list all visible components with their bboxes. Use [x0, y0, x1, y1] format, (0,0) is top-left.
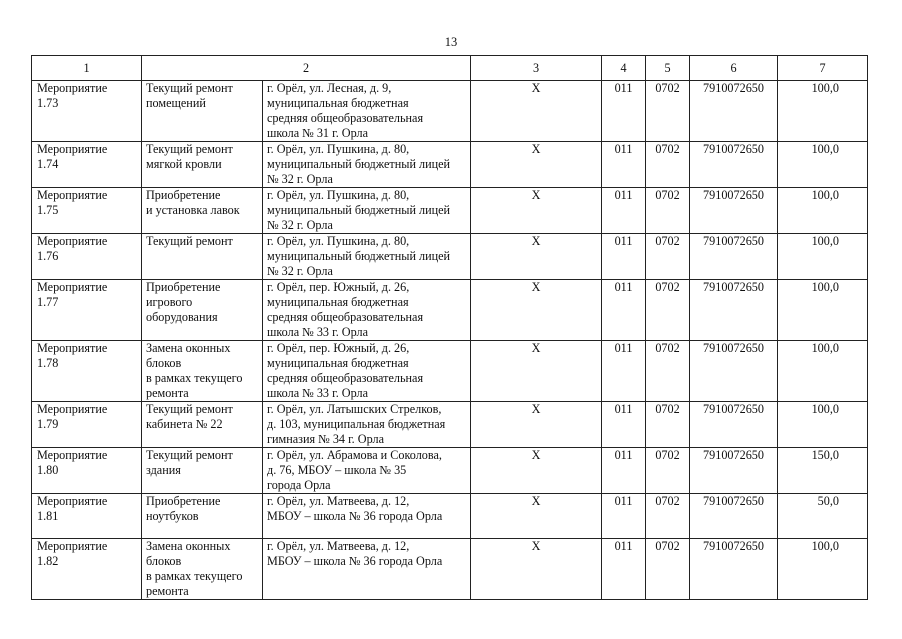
column-3-cell: X — [471, 539, 602, 600]
event-name-cell-line: 1.80 — [37, 463, 59, 477]
header-cell-1: 1 — [32, 56, 142, 81]
event-name-cell — [32, 402, 142, 448]
address-cell-line: муниципальный бюджетный лицей — [267, 203, 451, 217]
event-name-cell-line: Мероприятие — [37, 402, 108, 416]
column-6-cell: 7910072650 — [690, 494, 778, 539]
event-name-cell-line: Мероприятие — [37, 341, 108, 355]
table-row — [32, 280, 868, 341]
column-4-cell: 011 — [602, 234, 646, 280]
table-row — [32, 402, 868, 448]
column-5-cell: 0702 — [646, 81, 690, 142]
address-cell — [263, 539, 471, 600]
header-cell-7: 7 — [778, 56, 868, 81]
amount-cell: 100,0 — [778, 188, 868, 234]
event-name-cell-line: Мероприятие — [37, 81, 108, 95]
column-4-cell: 011 — [602, 280, 646, 341]
address-cell-line: г. Орёл, ул. Пушкина, д. 80, — [267, 234, 410, 248]
budget-table — [31, 55, 868, 600]
address-cell-line: г. Орёл, ул. Абрамова и Соколова, — [267, 448, 442, 462]
column-4-cell: 011 — [602, 188, 646, 234]
address-cell-line: МБОУ – школа № 36 города Орла — [267, 554, 443, 568]
work-description-cell-line: Приобретение — [146, 188, 221, 202]
column-4-cell: 011 — [602, 142, 646, 188]
column-6-cell: 7910072650 — [690, 142, 778, 188]
table-row — [32, 142, 868, 188]
address-cell — [263, 234, 471, 280]
address-cell-line: г. Орёл, ул. Матвеева, д. 12, — [267, 539, 410, 553]
column-3-cell: X — [471, 188, 602, 234]
address-cell-line: д. 76, МБОУ – школа № 35 — [267, 463, 407, 477]
work-description-cell — [142, 402, 263, 448]
amount-cell: 100,0 — [778, 341, 868, 402]
event-name-cell-line: Мероприятие — [37, 188, 108, 202]
work-description-cell-line: Текущий ремонт — [146, 448, 233, 462]
amount-cell: 150,0 — [778, 448, 868, 494]
event-name-cell — [32, 81, 142, 142]
amount-cell: 100,0 — [778, 280, 868, 341]
column-4-cell: 011 — [602, 81, 646, 142]
header-cell-5: 5 — [646, 56, 690, 81]
address-cell-line: муниципальная бюджетная — [267, 96, 409, 110]
amount-cell: 50,0 — [778, 494, 868, 539]
address-cell-line: № 32 г. Орла — [267, 218, 333, 232]
address-cell-line: г. Орёл, пер. Южный, д. 26, — [267, 280, 410, 294]
column-3-cell: X — [471, 494, 602, 539]
column-6-cell: 7910072650 — [690, 341, 778, 402]
work-description-cell — [142, 81, 263, 142]
work-description-cell — [142, 280, 263, 341]
column-5-cell: 0702 — [646, 539, 690, 600]
column-5-cell: 0702 — [646, 188, 690, 234]
event-name-cell-line: Мероприятие — [37, 280, 108, 294]
work-description-cell-line: Приобретение — [146, 494, 221, 508]
work-description-cell-line: в рамках текущего — [146, 371, 243, 385]
event-name-cell — [32, 448, 142, 494]
event-name-cell-line: Мероприятие — [37, 142, 108, 156]
address-cell-line: школа № 33 г. Орла — [267, 386, 369, 400]
work-description-cell-line: Замена оконных — [146, 341, 231, 355]
header-cell-3: 3 — [471, 56, 602, 81]
address-cell-line: г. Орёл, ул. Пушкина, д. 80, — [267, 188, 410, 202]
table-row — [32, 188, 868, 234]
address-cell-line: муниципальная бюджетная — [267, 295, 409, 309]
work-description-cell-line: ремонта — [146, 584, 189, 598]
column-5-cell: 0702 — [646, 448, 690, 494]
address-cell — [263, 280, 471, 341]
event-name-cell-line: 1.73 — [37, 96, 59, 110]
column-6-cell: 7910072650 — [690, 448, 778, 494]
work-description-cell-line: ноутбуков — [146, 509, 199, 523]
amount-cell: 100,0 — [778, 539, 868, 600]
table-row — [32, 539, 868, 600]
address-cell-line: гимназия № 34 г. Орла — [267, 432, 385, 446]
work-description-cell-line: помещений — [146, 96, 206, 110]
header-cell-6: 6 — [690, 56, 778, 81]
address-cell — [263, 142, 471, 188]
event-name-cell — [32, 142, 142, 188]
address-cell-line: № 32 г. Орла — [267, 172, 333, 186]
column-3-cell: X — [471, 280, 602, 341]
table-row — [32, 341, 868, 402]
table-row — [32, 494, 868, 539]
column-4-cell: 011 — [602, 341, 646, 402]
column-6-cell: 7910072650 — [690, 402, 778, 448]
work-description-cell-line: в рамках текущего — [146, 569, 243, 583]
address-cell-line: муниципальная бюджетная — [267, 356, 409, 370]
address-cell-line: г. Орёл, пер. Южный, д. 26, — [267, 341, 410, 355]
column-3-cell: X — [471, 448, 602, 494]
column-4-cell: 011 — [602, 539, 646, 600]
address-cell-line: школа № 33 г. Орла — [267, 325, 369, 339]
work-description-cell — [142, 341, 263, 402]
event-name-cell — [32, 341, 142, 402]
work-description-cell-line: Текущий ремонт — [146, 402, 233, 416]
table-body — [32, 56, 868, 600]
table-row — [32, 81, 868, 142]
address-cell — [263, 341, 471, 402]
work-description-cell — [142, 188, 263, 234]
work-description-cell — [142, 142, 263, 188]
address-cell — [263, 81, 471, 142]
address-cell-line: г. Орёл, ул. Пушкина, д. 80, — [267, 142, 410, 156]
address-cell-line: средняя общеобразовательная — [267, 310, 424, 324]
address-cell-line: средняя общеобразовательная — [267, 371, 424, 385]
address-cell-line: № 32 г. Орла — [267, 264, 333, 278]
column-5-cell: 0702 — [646, 234, 690, 280]
work-description-cell-line: Текущий ремонт — [146, 234, 233, 248]
address-cell-line: школа № 31 г. Орла — [267, 126, 369, 140]
event-name-cell-line: Мероприятие — [37, 234, 108, 248]
amount-cell: 100,0 — [778, 81, 868, 142]
table-row — [32, 448, 868, 494]
table-row — [32, 234, 868, 280]
event-name-cell-line: 1.81 — [37, 509, 59, 523]
column-5-cell: 0702 — [646, 280, 690, 341]
column-6-cell: 7910072650 — [690, 539, 778, 600]
column-6-cell: 7910072650 — [690, 188, 778, 234]
event-name-cell-line: 1.74 — [37, 157, 59, 171]
work-description-cell-line: Замена оконных — [146, 539, 231, 553]
work-description-cell-line: кабинета № 22 — [146, 417, 223, 431]
column-4-cell: 011 — [602, 494, 646, 539]
address-cell-line: МБОУ – школа № 36 города Орла — [267, 509, 443, 523]
column-6-cell: 7910072650 — [690, 280, 778, 341]
event-name-cell-line: Мероприятие — [37, 448, 108, 462]
address-cell — [263, 188, 471, 234]
column-3-cell: X — [471, 142, 602, 188]
column-5-cell: 0702 — [646, 494, 690, 539]
event-name-cell — [32, 188, 142, 234]
work-description-cell-line: игрового — [146, 295, 193, 309]
amount-cell: 100,0 — [778, 234, 868, 280]
page-number: 13 — [444, 35, 458, 49]
column-3-cell: X — [471, 81, 602, 142]
address-cell-line: муниципальный бюджетный лицей — [267, 249, 451, 263]
work-description-cell — [142, 539, 263, 600]
address-cell-line: г. Орёл, ул. Лесная, д. 9, — [267, 81, 392, 95]
work-description-cell-line: Приобретение — [146, 280, 221, 294]
event-name-cell — [32, 494, 142, 539]
header-row — [32, 56, 868, 81]
event-name-cell-line: 1.82 — [37, 554, 59, 568]
work-description-cell-line: и установка лавок — [146, 203, 240, 217]
column-5-cell: 0702 — [646, 402, 690, 448]
work-description-cell — [142, 448, 263, 494]
work-description-cell-line: оборудования — [146, 310, 218, 324]
address-cell — [263, 448, 471, 494]
work-description-cell-line: здания — [146, 463, 181, 477]
column-6-cell: 7910072650 — [690, 234, 778, 280]
header-cell-2: 2 — [142, 56, 471, 81]
address-cell-line: г. Орёл, ул. Матвеева, д. 12, — [267, 494, 410, 508]
address-cell — [263, 402, 471, 448]
work-description-cell-line: Текущий ремонт — [146, 142, 233, 156]
event-name-cell-line: Мероприятие — [37, 539, 108, 553]
column-6-cell: 7910072650 — [690, 81, 778, 142]
column-5-cell: 0702 — [646, 142, 690, 188]
work-description-cell-line: ремонта — [146, 386, 189, 400]
column-5-cell: 0702 — [646, 341, 690, 402]
event-name-cell — [32, 234, 142, 280]
amount-cell: 100,0 — [778, 142, 868, 188]
work-description-cell-line: Текущий ремонт — [146, 81, 233, 95]
column-3-cell: X — [471, 234, 602, 280]
event-name-cell — [32, 539, 142, 600]
work-description-cell-line: мягкой кровли — [146, 157, 222, 171]
header-cell-4: 4 — [602, 56, 646, 81]
address-cell-line: муниципальный бюджетный лицей — [267, 157, 451, 171]
address-cell-line: д. 103, муниципальная бюджетная — [267, 417, 446, 431]
event-name-cell-line: Мероприятие — [37, 494, 108, 508]
address-cell-line: города Орла — [267, 478, 331, 492]
event-name-cell-line: 1.78 — [37, 356, 59, 370]
event-name-cell-line: 1.77 — [37, 295, 59, 309]
column-3-cell: X — [471, 402, 602, 448]
work-description-cell-line: блоков — [146, 554, 182, 568]
column-3-cell: X — [471, 341, 602, 402]
work-description-cell — [142, 234, 263, 280]
event-name-cell-line: 1.76 — [37, 249, 59, 263]
address-cell-line: средняя общеобразовательная — [267, 111, 424, 125]
event-name-cell-line: 1.75 — [37, 203, 59, 217]
column-4-cell: 011 — [602, 448, 646, 494]
work-description-cell-line: блоков — [146, 356, 182, 370]
amount-cell: 100,0 — [778, 402, 868, 448]
address-cell-line: г. Орёл, ул. Латышских Стрелков, — [267, 402, 442, 416]
event-name-cell — [32, 280, 142, 341]
event-name-cell-line: 1.79 — [37, 417, 59, 431]
column-4-cell: 011 — [602, 402, 646, 448]
work-description-cell — [142, 494, 263, 539]
address-cell — [263, 494, 471, 539]
